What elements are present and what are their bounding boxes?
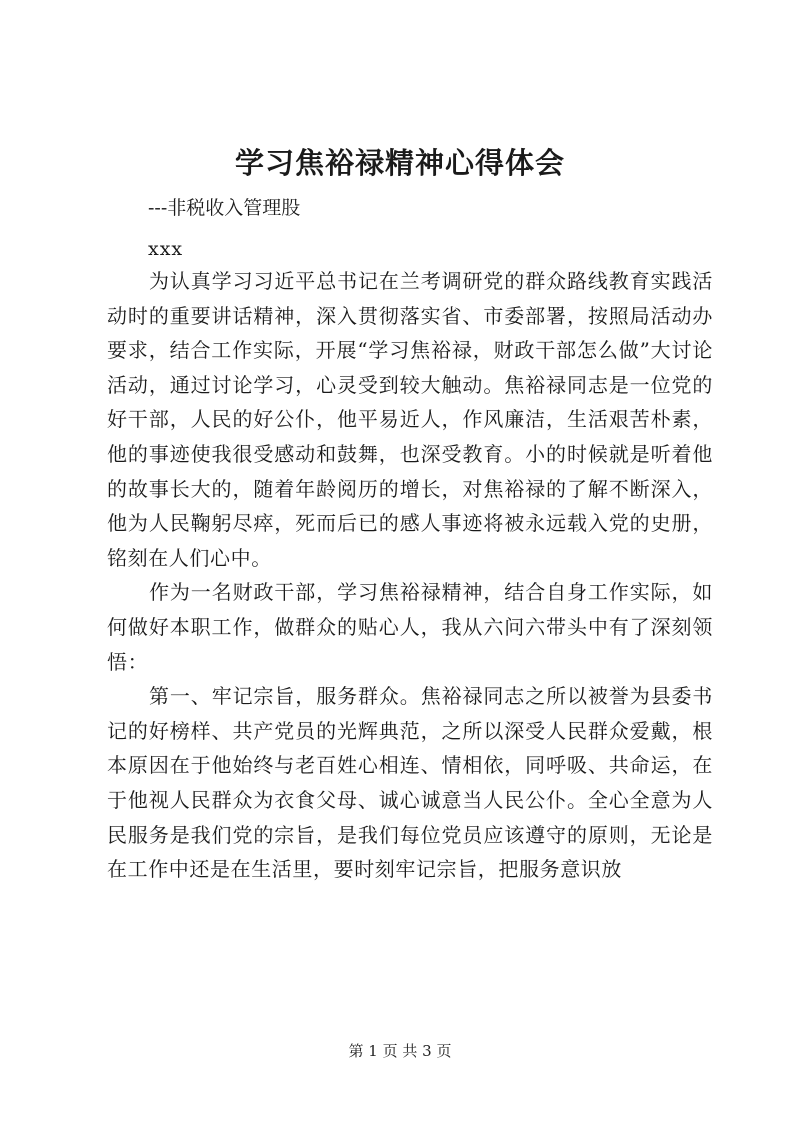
- body-paragraph-2: 作为一名财政干部，学习焦裕禄精神，结合自身工作实际，如何做好本职工作，做群众的贴心人，我从六问六带头中有了深刻领悟：: [107, 580, 713, 674]
- body-paragraph-1: 为认真学习习近平总书记在兰考调研党的群众路线教育实践活动时的重要讲话精神，深入贯彻落实省、市委部署，按照局活动办要求，结合工作实际，开展“学习焦裕禄，财政干部怎么做”大讨论活动，通过讨论学习，心灵受到较大触动。焦裕禄同志是一位党的好干部，人民的好公仆，他平易近人，作风廉洁，生活艰苦朴素，他的事迹使我很受感动和鼓舞，也深受教育。小的时候就是听着他的故事长大的，随着年龄阅历的增长，对焦裕禄的了解不断深入，他为人民鞠躬尽瘁，死而后已的感人事迹将被永远载入党的史册，铭刻在人们心中。: [107, 269, 713, 570]
- body-paragraph-3: 第一、牢记宗旨，服务群众。焦裕禄同志之所以被誉为县委书记的好榜样、共产党员的光辉典范，之所以深受人民群众爱戴，根本原因在于他始终与老百姓心相连、情相依，同呼吸、共命运，在于他视人民群众为衣食父母、诚心诚意当人民公仆。全心全意为人民服务是我们党的宗旨，是我们每位党员应该遵守的原则，无论是在工作中还是在生活里，要时刻牢记宗旨，把服务意识放: [107, 684, 713, 882]
- document-title: 学习焦裕禄精神心得体会: [234, 146, 565, 180]
- document-subtitle: ---非税收入管理股: [148, 197, 301, 219]
- document-body: [107, 264, 713, 887]
- page-number-footer: 第 1 页 共 3 页: [348, 1042, 452, 1060]
- document-author: xxx: [148, 238, 184, 260]
